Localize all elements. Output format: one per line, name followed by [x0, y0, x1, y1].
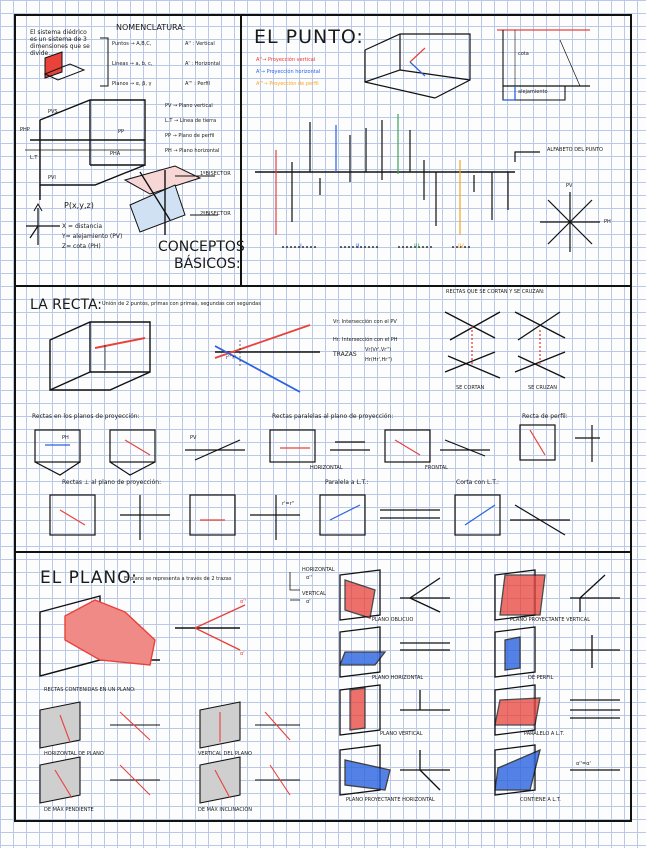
legend-lt: L.T → Línea de tierra	[165, 118, 217, 124]
small-pv: PV	[190, 435, 197, 441]
legend-pp: PP → Plano de perfil	[165, 133, 215, 139]
bisector-2-label: 2ºBISECTOR	[200, 211, 231, 217]
small-rr: r'' r'	[226, 355, 236, 361]
proj-vertical-key: A''	[256, 57, 263, 63]
intro-line-4: divide..	[30, 50, 53, 57]
box-label-pha: PHA	[110, 151, 121, 157]
frontal-label: FRONTAL	[425, 465, 448, 471]
horizontal-label: HORIZONTAL	[310, 465, 343, 471]
octant-star	[540, 192, 600, 252]
box-label-php: PHP	[20, 127, 30, 133]
star-pv: PV	[566, 183, 573, 189]
nomenclature-key-1: Líneas → a, b, c,	[112, 61, 153, 67]
quadrant-2: II	[356, 243, 360, 250]
intro-line-2: es un sistema de 3	[30, 36, 87, 43]
quadrant-4: IV	[458, 243, 464, 250]
proj-planes-label: Rectas en los planos de proyección:	[32, 413, 140, 420]
coord-z: Z= cota (PH)	[62, 243, 101, 250]
proj-perfil-val: → Proyección de perfil	[263, 81, 319, 87]
small-ph: PH	[62, 435, 69, 441]
plane-proy-horizontal: PLANO PROYECTANTE HORIZONTAL	[346, 797, 435, 803]
trazas-hr: Hr(Hr',Hr'')	[365, 357, 393, 363]
plane-oblicuo: PLANO OBLICUO	[372, 617, 414, 623]
section4-title: EL PLANO:	[40, 568, 138, 588]
proj-horizontal-val: → Proyección horizontal	[260, 69, 321, 75]
contained-max-pendiente: DE MÁX PENDIENTE	[44, 807, 94, 813]
box-label-pvi: PVI	[48, 175, 56, 181]
proj-horizontal-key: A'	[256, 69, 261, 75]
crossing-lines	[445, 312, 565, 378]
legend-ph: PH → Plano horizontal	[165, 148, 220, 154]
plane-mark-eq: α''=α'	[576, 761, 591, 767]
box-label-pp: PP	[118, 129, 125, 135]
bisector-1-label: 1ºBISECTOR	[200, 171, 231, 177]
nomenclature-val-0: A'' : Vertical	[185, 41, 215, 47]
nomenclature-key-0: Puntos → A,B,C,	[112, 41, 152, 47]
cruzan-label: SE CRUZAN	[528, 385, 558, 391]
plane-mark-h: α'	[240, 651, 245, 657]
trace-mark-h: α'	[306, 599, 311, 605]
proj-vertical	[256, 58, 315, 63]
section3-title: LA RECTA:	[30, 297, 103, 313]
parallel-planes-label: Rectas paralelas al plano de proyección:	[272, 413, 394, 420]
alphabet-diagram	[255, 114, 540, 247]
perpendicular-label: Rectas ⊥ al plano de proyección:	[62, 479, 162, 486]
plane-contiene-lt: CONTIENE A L.T.	[520, 797, 561, 803]
contained-title: RECTAS CONTENIDAS EN UN PLANO:	[44, 687, 136, 693]
legend-pv: PV → Plano vertical	[165, 103, 213, 109]
coord-y: Y= alejamiento (PV)	[62, 233, 123, 240]
contained-horizontal: HORIZONTAL DE PLANO	[44, 751, 104, 757]
section3-subtitle: Unión de 2 puntos, primas con primas, segundas con segundas	[102, 301, 261, 307]
proj-horizontal	[256, 70, 320, 75]
trace-mark-v: α''	[306, 575, 313, 581]
proj-perfil	[256, 82, 319, 87]
plane-proy-vertical: PLANO PROYECTANTE VERTICAL	[510, 617, 591, 623]
diagram-alejamiento: alejamiento	[518, 89, 548, 95]
box-label-pvs: PVS	[48, 109, 58, 115]
small-req: r'=r''	[282, 501, 295, 507]
cortan-label: SE CORTAN	[456, 385, 485, 391]
trace-bracket-h	[290, 572, 300, 590]
trazas-label: TRAZAS	[333, 351, 357, 358]
contained-max-inclinacion: DE MÁX INCLINACIÓN	[198, 807, 253, 813]
nomenclature-title: NOMENCLATURA:	[116, 23, 186, 32]
proj-perfil-key: A'''	[256, 81, 264, 87]
contained-vertical: VERTICAL DEL PLANO	[198, 751, 252, 757]
quadrant-1: I	[300, 243, 302, 250]
plane-perfil: DE PERFIL	[528, 675, 554, 681]
dihedral-box	[25, 100, 145, 200]
trace-vr: Vr: Intersección con el PV	[333, 319, 397, 325]
intro-line-3: dimensiones que se	[30, 43, 90, 50]
section1-title-1: CONCEPTOS	[158, 239, 245, 255]
trace-hr: Hr: Intersección con el PH	[333, 337, 398, 343]
nomenclature-val-1: A' : Horizontal	[185, 61, 221, 67]
plane-paralelo-lt: PARALELO A L.T.	[524, 731, 565, 737]
plane-vertical: PLANO VERTICAL	[380, 731, 423, 737]
intro-line-1: El sistema diédrico	[30, 29, 87, 36]
coord-x: X = distancia	[62, 223, 103, 230]
section4-subtitle: El plano se representa a través de 2 trazas	[124, 576, 232, 582]
cuts-lt-label: Corta con L.T.:	[456, 479, 500, 486]
plane-horizontal: PLANO HORIZONTAL	[372, 675, 424, 681]
perfil-label: Recta de perfil:	[522, 413, 568, 420]
axes-sketch	[26, 208, 60, 245]
line-box	[50, 322, 150, 390]
nomenclature-bracket	[100, 38, 108, 86]
plane-mark-v: α''	[240, 599, 247, 605]
plane-main	[40, 596, 245, 676]
quadrant-3: III	[414, 243, 420, 250]
section1-title-2: BÁSICOS:	[174, 256, 241, 272]
point-coords: P(x,y,z)	[64, 201, 94, 210]
trace-type-h: HORIZONTAL	[302, 567, 335, 573]
section2-title: EL PUNTO:	[254, 26, 364, 48]
nomenclature-val-2: A''' : Perfil	[185, 81, 210, 87]
trazas-vr: Vr(Vr',Vr'')	[365, 347, 392, 353]
proj-vertical-val: → Proyección vertical	[262, 57, 316, 63]
diagram-cota: cota	[518, 51, 529, 57]
cross-title: RECTAS QUE SE CORTAN Y SE CRUZAN:	[446, 289, 545, 295]
rectas-row2	[50, 495, 570, 540]
point-cube	[365, 34, 470, 98]
trace-type-v: VERTICAL	[302, 591, 326, 597]
nomenclature-key-2: Planos → α, β, γ	[112, 81, 152, 87]
alphabet-label: ALFABETO DEL PUNTO	[546, 147, 603, 153]
box-label-lt: L.T	[30, 155, 38, 161]
parallel-lt-label: Paralela a L.T.:	[325, 479, 369, 486]
star-ph: PH	[604, 219, 611, 225]
